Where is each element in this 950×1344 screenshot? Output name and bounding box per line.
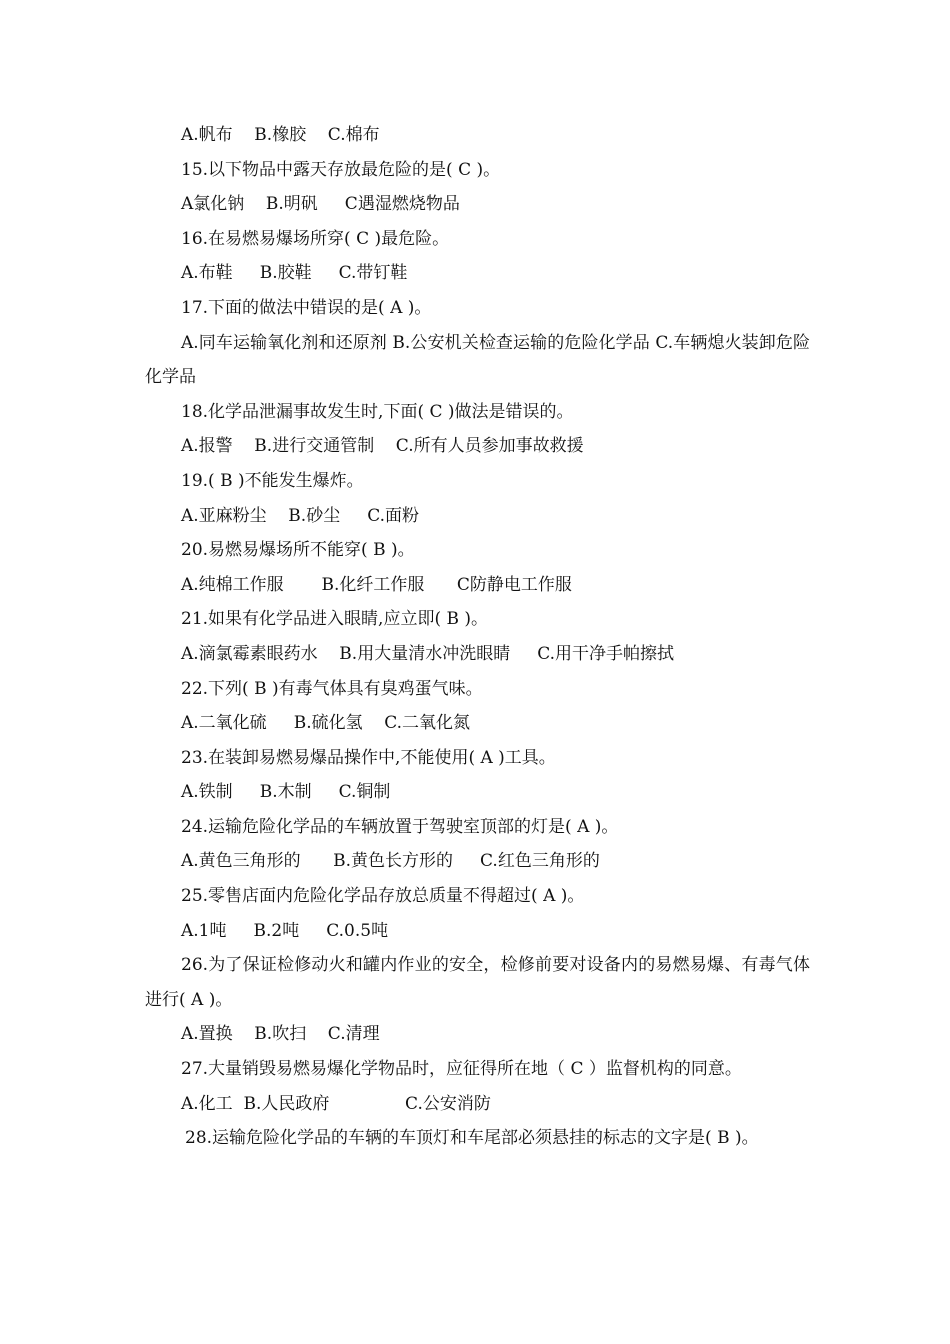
options-line: A.布鞋 B.胶鞋 C.带钉鞋 <box>181 263 408 284</box>
question-22: 22.下列( B )有毒气体具有臭鸡蛋气味。 <box>181 678 483 699</box>
question-25: 25.零售店面内危险化学品存放总质量不得超过( A )。 <box>181 886 585 907</box>
options-line: A.滴氯霉素眼药水 B.用大量清水冲洗眼睛 C.用干净手帕擦拭 <box>181 643 675 664</box>
question-16: 16.在易燃易爆场所穿( C )最危险。 <box>181 228 450 249</box>
question-19: 19.( B )不能发生爆炸。 <box>181 470 364 491</box>
question-20: 20.易燃易爆场所不能穿( B )。 <box>181 540 415 561</box>
options-line: A.铁制 B.木制 C.铜制 <box>181 782 391 803</box>
options-line: A.同车运输氧化剂和还原剂 B.公安机关检查运输的危险化学品 C.车辆熄火装卸危险化学品 <box>145 332 810 388</box>
options-line: A.亚麻粉尘 B.砂尘 C.面粉 <box>181 505 420 526</box>
options-line: A.帆布 B.橡胶 C.棉布 <box>181 125 380 145</box>
options-line: A.化工 B.人民政府 C.公安消防 <box>181 1093 491 1114</box>
question-21: 21.如果有化学品进入眼睛,应立即( B )。 <box>181 609 489 630</box>
options-line: A.纯棉工作服 B.化纤工作服 C防静电工作服 <box>181 574 572 595</box>
options-line: A.黄色三角形的 B.黄色长方形的 C.红色三角形的 <box>181 851 600 872</box>
question-26: 26.为了保证检修动火和罐内作业的安全，检修前要对设备内的易燃易爆、有毒气体进行( A )。 <box>145 955 810 1010</box>
question-28: 28.运输危险化学品的车辆的车顶灯和车尾部必须悬挂的标志的文字是( B )。 <box>185 1128 759 1149</box>
question-list <box>145 118 810 1156</box>
options-line: A.二氧化硫 B.硫化氢 C.二氧化氮 <box>181 713 471 734</box>
question-23: 23.在装卸易燃易爆品操作中,不能使用( A )工具。 <box>181 747 556 768</box>
options-line: A.置换 B.吹扫 C.清理 <box>181 1024 380 1045</box>
question-24: 24.运输危险化学品的车辆放置于驾驶室顶部的灯是( A )。 <box>181 816 619 837</box>
options-line: A.1吨 B.2吨 C.0.5吨 <box>181 920 389 941</box>
question-18: 18.化学品泄漏事故发生时,下面( C )做法是错误的。 <box>181 401 574 422</box>
options-line: A氯化钠 B.明矾 C遇湿燃烧物品 <box>181 194 460 215</box>
question-27: 27.大量销毁易燃易爆化学物品时，应征得所在地（ C ）监督机构的同意。 <box>181 1059 742 1080</box>
question-15: 15.以下物品中露天存放最危险的是( C )。 <box>181 159 501 180</box>
options-line: A.报警 B.进行交通管制 C.所有人员参加事故救援 <box>181 436 584 457</box>
question-17: 17.下面的做法中错误的是( A )。 <box>181 297 432 318</box>
